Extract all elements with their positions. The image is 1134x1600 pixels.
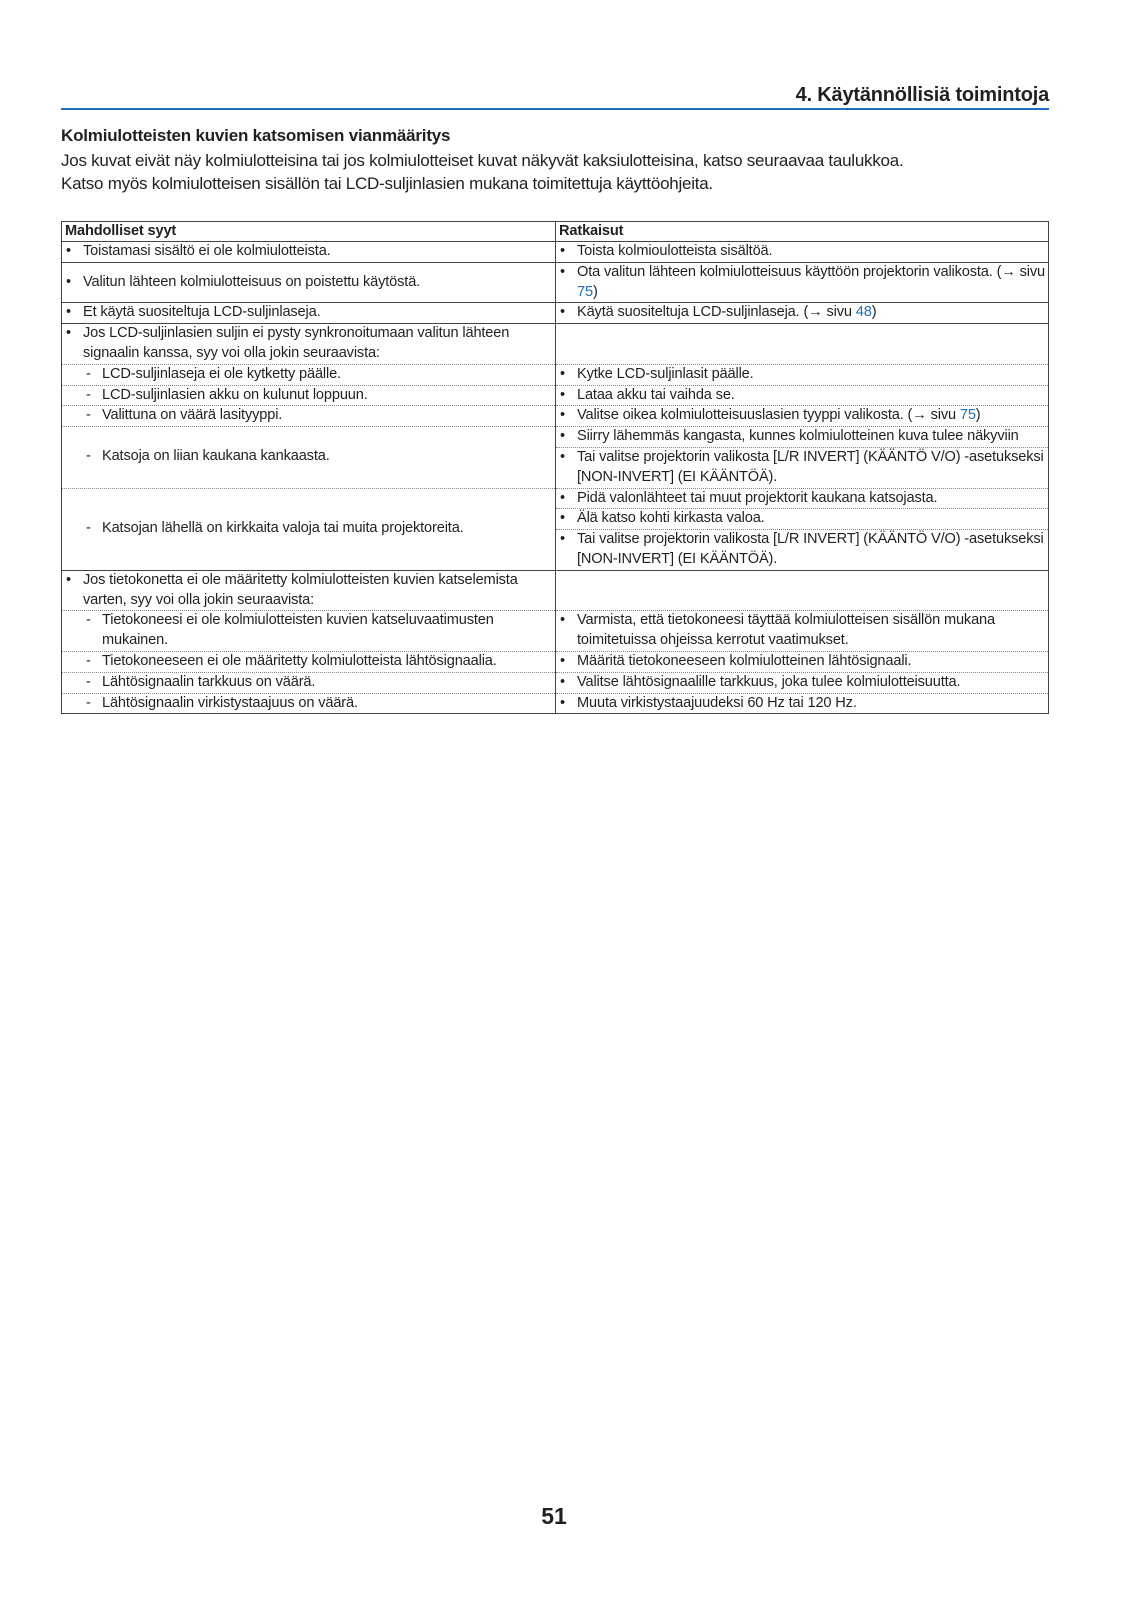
solution-cell	[556, 385, 1049, 406]
bullet-icon: •	[560, 531, 565, 548]
solution-text: Siirry lähemmäs kangasta, kunnes kolmiulotteinen kuva tulee näkyviin	[577, 428, 1019, 445]
bullet-icon: •	[560, 304, 565, 321]
solution-text: Valitse oikea kolmiulotteisuuslasien tyyppi valikosta. (→ sivu	[577, 407, 960, 424]
intro-line: Jos kuvat eivät näy kolmiulotteisina tai jos kolmiulotteiset kuvat näkyvät kaksiulotteisina, katso seuraavaa taulukkoa.	[61, 151, 904, 170]
cause-text: Tietokoneeseen ei ole määritetty kolmiulotteista lähtösignaalia.	[102, 652, 497, 669]
dash-marker: -	[86, 673, 91, 690]
list-item	[559, 386, 1045, 406]
bullet-icon: •	[560, 386, 565, 403]
list-item	[559, 652, 1045, 672]
cause-cell	[62, 651, 556, 672]
dash-marker: -	[86, 612, 91, 629]
list-item	[65, 694, 552, 714]
bullet-icon: •	[66, 273, 71, 290]
list-item	[65, 242, 552, 262]
solution-cell	[556, 447, 1049, 488]
column-header-causes: Mahdolliset syyt	[62, 222, 556, 242]
solution-cell	[556, 672, 1049, 693]
list-item	[559, 448, 1045, 488]
list-item	[559, 365, 1045, 385]
solution-cell	[556, 651, 1049, 672]
bullet-icon: •	[66, 571, 71, 588]
solution-cell	[556, 364, 1049, 385]
bullet-icon: •	[560, 365, 565, 382]
list-item	[559, 242, 1045, 262]
solution-text: Kytke LCD-suljinlasit päälle.	[577, 365, 754, 382]
solution-cell	[556, 406, 1049, 427]
list-item	[65, 273, 552, 293]
page-number: 51	[541, 1503, 567, 1529]
solution-text: Varmista, että tietokoneesi täyttää kolmiulotteisen sisällön mukana toimitetuissa ohjeissa kerrotut vaatimukset.	[577, 612, 995, 649]
solution-cell	[556, 509, 1049, 530]
section-title: Kolmiulotteisten kuvien katsomisen vianmääritys	[61, 126, 451, 145]
solution-cell	[556, 570, 1049, 611]
cause-text: Lähtösignaalin tarkkuus on väärä.	[102, 673, 316, 690]
table-row	[62, 651, 1049, 672]
dash-marker: -	[86, 448, 91, 465]
cause-text: Lähtösignaalin virkistystaajuus on väärä.	[102, 694, 358, 711]
table-row	[62, 262, 1049, 303]
list-item	[65, 324, 552, 364]
list-item	[559, 673, 1045, 693]
table-row	[62, 242, 1049, 263]
solution-text: Lataa akku tai vaihda se.	[577, 386, 735, 403]
cause-text: Jos tietokonetta ei ole määritetty kolmiulotteisten kuvien katselemista varten, syy voi olla jokin seuraavista:	[83, 571, 518, 608]
troubleshooting-table	[61, 221, 1049, 714]
cause-cell	[62, 611, 556, 652]
bullet-icon: •	[66, 325, 71, 342]
solution-text: Toista kolmioulotteista sisältöä.	[577, 243, 773, 259]
bullet-icon: •	[560, 612, 565, 629]
solution-text-suffix: )	[871, 304, 877, 321]
bullet-icon: •	[560, 263, 565, 280]
cause-text: Toistamasi sisältö ei ole kolmiulotteista.	[83, 243, 331, 259]
solution-cell	[556, 242, 1049, 263]
chapter-title: 4. Käytännöllisiä toimintoja	[795, 84, 1049, 106]
list-item	[65, 386, 552, 406]
table-row	[62, 570, 1049, 611]
bullet-icon: •	[560, 673, 565, 690]
page-reference-link[interactable]: 75	[577, 283, 593, 300]
list-item	[65, 611, 552, 651]
table-row	[62, 303, 1049, 324]
header-rule	[61, 108, 1049, 110]
cause-text: Katsoja on liian kaukana kankaasta.	[102, 448, 330, 465]
dash-marker: -	[86, 520, 91, 537]
cause-cell	[62, 303, 556, 324]
page-reference-link[interactable]: 48	[855, 304, 872, 321]
cause-cell	[62, 427, 556, 488]
solution-text: Valitse lähtösignaalille tarkkuus, joka tulee kolmiulotteisuutta.	[577, 673, 961, 690]
list-item	[65, 673, 552, 693]
bullet-icon: •	[66, 304, 71, 321]
list-item	[65, 652, 552, 672]
list-item	[559, 489, 1045, 509]
dash-marker: -	[86, 365, 91, 382]
intro-paragraph	[61, 149, 1061, 195]
solution-cell	[556, 262, 1049, 303]
column-header-solutions: Ratkaisut	[556, 222, 1049, 242]
bullet-icon: •	[560, 243, 565, 259]
list-item	[559, 694, 1045, 714]
table-row	[62, 488, 1049, 509]
cause-text: Valittuna on väärä lasityyppi.	[102, 407, 283, 424]
table-row	[62, 406, 1049, 427]
bullet-icon: •	[560, 489, 565, 506]
solution-text-suffix: )	[975, 407, 981, 424]
table-row	[62, 324, 1049, 365]
list-item	[65, 303, 552, 323]
dash-marker: -	[86, 407, 91, 424]
cause-text: LCD-suljinlasien akku on kulunut loppuun.	[102, 386, 368, 403]
solution-text: Pidä valonlähteet tai muut projektorit kaukana katsojasta.	[577, 489, 938, 506]
dash-marker: -	[86, 652, 91, 669]
solution-text: Ota valitun lähteen kolmiulotteisuus käyttöön projektorin valikosta. (→ sivu	[577, 263, 1045, 280]
cause-cell	[62, 570, 556, 611]
cause-text: Tietokoneesi ei ole kolmiulotteisten kuvien katseluvaatimusten mukainen.	[102, 612, 494, 649]
solution-cell	[556, 303, 1049, 324]
cause-cell	[62, 324, 556, 365]
cause-text: Katsojan lähellä on kirkkaita valoja tai muita projektoreita.	[102, 520, 464, 537]
cause-cell	[62, 262, 556, 303]
cause-text: Valitun lähteen kolmiulotteisuus on poistettu käytöstä.	[83, 273, 421, 290]
solution-text-suffix: )	[592, 283, 598, 300]
table-row	[62, 611, 1049, 652]
cause-text: LCD-suljinlaseja ei ole kytketty päälle.	[102, 365, 341, 382]
dash-marker: -	[86, 386, 91, 403]
bullet-icon: •	[560, 428, 565, 445]
solution-text: Käytä suositeltuja LCD-suljinlaseja. (→ sivu	[577, 304, 856, 321]
solution-cell	[556, 693, 1049, 714]
table-row	[62, 385, 1049, 406]
page-reference-link[interactable]: 75	[959, 407, 976, 424]
list-item	[559, 611, 1045, 651]
list-item	[559, 509, 1045, 529]
list-item	[559, 263, 1045, 303]
cause-text: Et käytä suositeltuja LCD-suljinlaseja.	[83, 304, 321, 321]
table-row	[62, 364, 1049, 385]
cause-cell	[62, 242, 556, 263]
list-item	[65, 365, 552, 385]
cause-text: Jos LCD-suljinlasien suljin ei pysty synkronoitumaan valitun lähteen signaalin kanssa, syy voi olla jokin seuraavista:	[83, 325, 510, 361]
dash-marker: -	[86, 694, 91, 711]
list-item	[65, 571, 552, 611]
bullet-icon: •	[560, 510, 565, 527]
table-row	[62, 672, 1049, 693]
solution-cell	[556, 530, 1049, 571]
cause-cell	[62, 693, 556, 714]
solution-cell	[556, 324, 1049, 365]
list-item	[65, 447, 552, 467]
cause-cell	[62, 672, 556, 693]
cause-cell	[62, 364, 556, 385]
bullet-icon: •	[560, 652, 565, 669]
solution-text: Tai valitse projektorin valikosta [L/R INVERT] (KÄÄNTÖ V/O) -asetukseksi [NON-INVERT] (EI KÄÄNTÖÄ).	[577, 531, 1044, 567]
bullet-icon: •	[560, 694, 565, 711]
list-item	[65, 406, 552, 426]
cause-cell	[62, 488, 556, 570]
solution-text: Tai valitse projektorin valikosta [L/R INVERT] (KÄÄNTÖ V/O) -asetukseksi [NON-INVERT] (EI KÄÄNTÖÄ).	[577, 448, 1044, 485]
solution-cell	[556, 427, 1049, 448]
bullet-icon: •	[66, 243, 71, 259]
cause-cell	[62, 406, 556, 427]
list-item	[65, 519, 552, 539]
list-item	[559, 530, 1045, 570]
solution-cell	[556, 488, 1049, 509]
list-item	[559, 406, 1045, 426]
table-row	[62, 427, 1049, 448]
solution-cell	[556, 611, 1049, 652]
solution-text: Muuta virkistystaajuudeksi 60 Hz tai 120 Hz.	[577, 694, 857, 711]
solution-text: Älä katso kohti kirkasta valoa.	[577, 510, 765, 527]
cause-cell	[62, 385, 556, 406]
list-item	[559, 303, 1045, 323]
list-item	[559, 427, 1045, 447]
table-row	[62, 693, 1049, 714]
solution-text: Määritä tietokoneeseen kolmiulotteinen lähtösignaali.	[577, 652, 912, 669]
bullet-icon: •	[560, 448, 565, 465]
bullet-icon: •	[560, 407, 565, 424]
intro-line: Katso myös kolmiulotteisen sisällön tai LCD-suljinlasien mukana toimitettuja käyttöohjeita.	[61, 174, 713, 193]
